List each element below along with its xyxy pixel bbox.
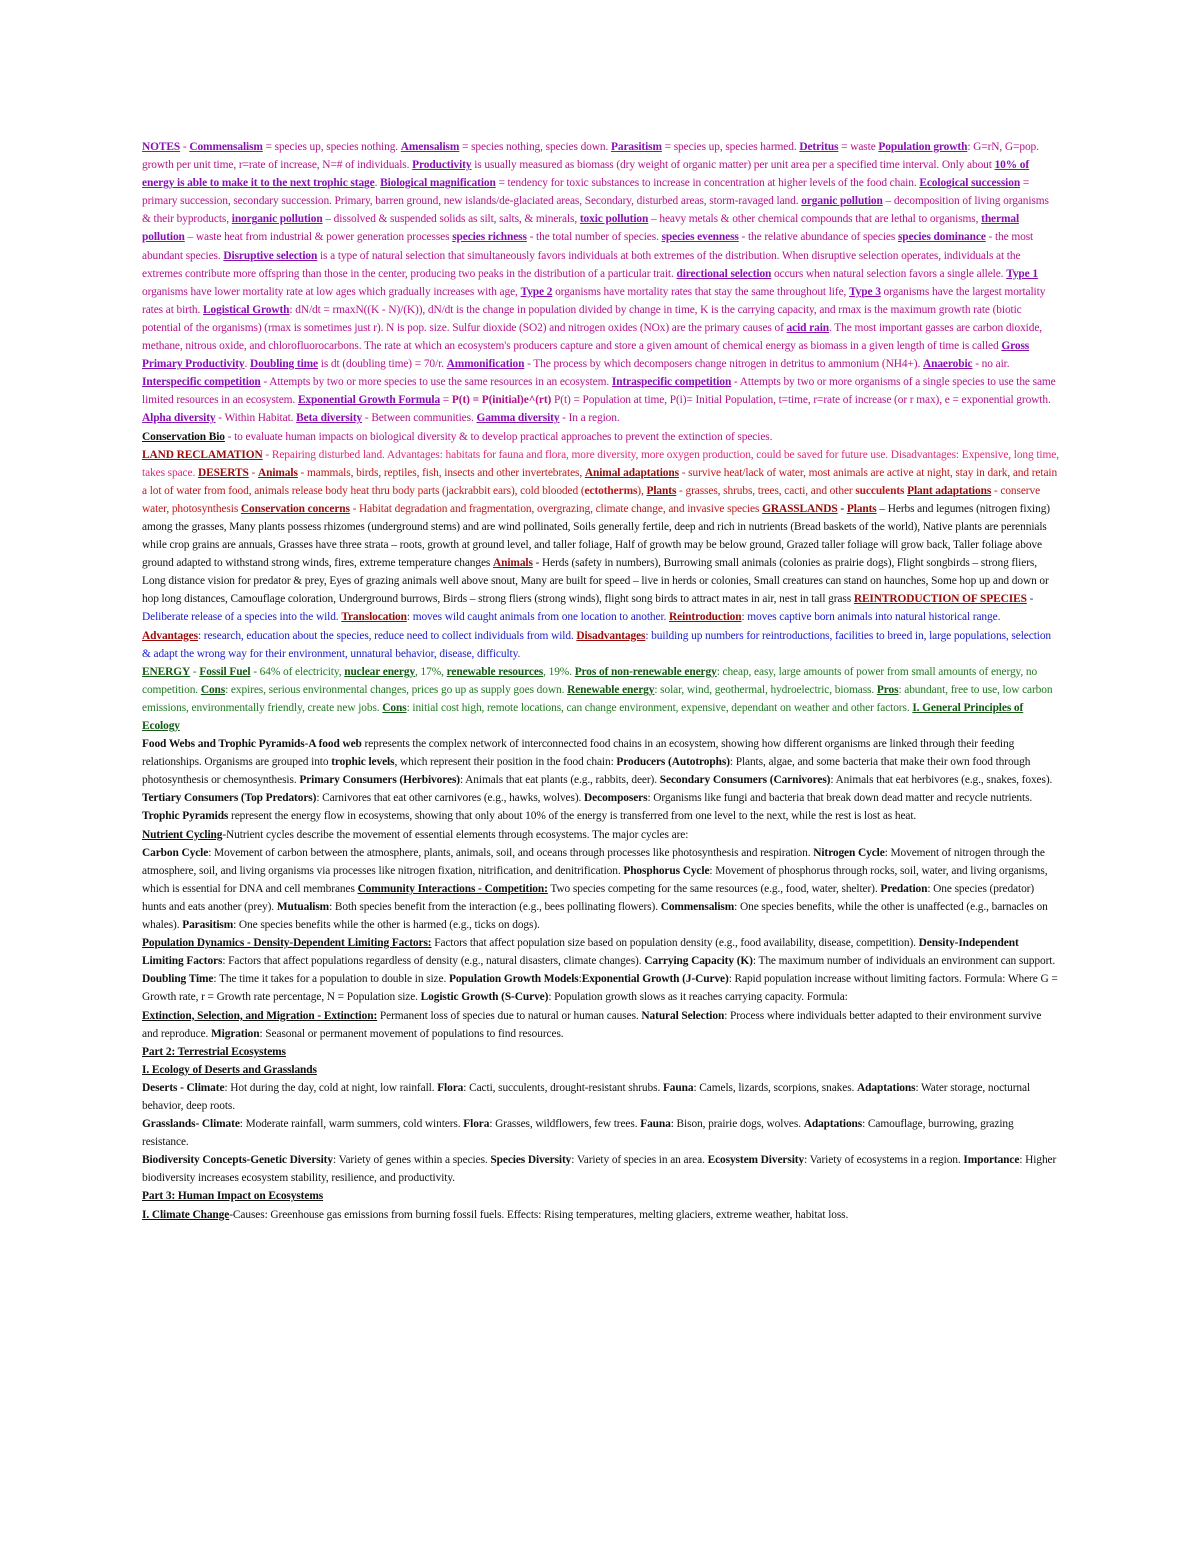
text-run: : Camouflage, burrowing, grazing resistance.: [142, 1118, 1014, 1149]
term-foodwebs: Tertiary Consumers (Top Predators): [142, 792, 317, 805]
text-run: : expires, serious environmental changes, prices go up as supply goes down.: [225, 683, 568, 696]
text-run: : moves wild caught animals from one location to another.: [406, 611, 670, 624]
text-run: - conserve water, photosynthesis: [142, 484, 1041, 515]
term-notes: Productivity: [412, 159, 472, 172]
term-extinction: Migration: [211, 1027, 260, 1040]
text-run: -: [180, 141, 190, 153]
term-notes: 10% of energy is able to make it to the next trophic stage: [142, 159, 1030, 190]
term-foodwebs: trophic levels: [331, 756, 395, 769]
text-run: . The most important gasses are carbon dioxide, methane, nitrous oxide, and chlorofluorocarbons. The rate at which an ecosystem's producers capture and store a given amount of chemical energy as biomass in a given length of time is called: [142, 321, 1043, 353]
term-land: Animals: [257, 466, 298, 479]
text-run: : Variety of ecosystems in a region.: [804, 1154, 964, 1167]
text-run: P(t) = Population at time, P(i)= Initial Population, t=time, r=rate of increase (or r max), e = exponential growth.: [551, 394, 1051, 407]
text-run: Factors that affect population size based on population density (e.g., food availability, disease, competition).: [431, 937, 919, 950]
term-notes: Doubling time: [250, 358, 319, 371]
term-land: ectotherms: [584, 484, 638, 497]
text-run: represent the energy flow in ecosystems, showing that only about 10% of the energy is transferred from one level to the next, while the rest is lost as heat.: [228, 810, 917, 823]
text-run: occurs when natural selection favors a single allele.: [771, 267, 1007, 280]
text-run: - The process by which decomposers change nitrogen in detritus to ammonium (NH4+).: [524, 358, 923, 371]
term-notes: species richness: [452, 231, 527, 244]
paragraph-deserts: [142, 1079, 1060, 1115]
text-run: : One species (predator) hunts and eats another (prey).: [142, 882, 1035, 913]
term-notes: organic pollution: [801, 195, 883, 208]
text-run: : Process where individuals better adapted to their environment survive and reproduce.: [142, 1009, 1042, 1040]
term-foodwebs: Decomposers: [584, 792, 648, 805]
paragraph-nutrient: [142, 826, 1060, 844]
term-notes: Parasitism: [611, 141, 662, 153]
term-land: GRASSLANDS: [762, 502, 838, 515]
text-run: - to evaluate human impacts on biological diversity & to develop practical approaches to prevent the extinction of species.: [224, 430, 773, 443]
text-run: -: [304, 738, 309, 751]
term-deserts: Flora: [437, 1081, 464, 1094]
text-run: – heavy metals & other chemical compounds that are lethal to organisms,: [648, 213, 982, 226]
text-run: -Nutrient cycles describe the movement of essential elements through ecosystems. The major cycles are:: [222, 828, 689, 841]
document-page: [142, 138, 1060, 1224]
term-energy: ENERGY: [142, 665, 191, 678]
text-run: : Bison, prairie dogs, wolves.: [670, 1118, 804, 1131]
term-land: Animals: [493, 557, 533, 570]
term-foodwebs: Food Webs and Trophic Pyramids: [142, 738, 305, 751]
term-notes: Type 2: [520, 285, 553, 298]
term-notes: thermal pollution: [142, 213, 1020, 244]
text-run: : Factors that affect populations regardless of density (e.g., natural disasters, climate changes).: [222, 955, 645, 968]
term-energy: Pros: [876, 683, 899, 696]
term-notes: inorganic pollution: [231, 213, 323, 226]
term-foodwebs: Primary Consumers (Herbivores): [299, 774, 460, 787]
term-foodwebs: Trophic Pyramids: [142, 810, 229, 823]
term-carbon: Commensalism: [660, 900, 735, 913]
term-biodiversity: Biodiversity Concepts-Genetic Diversity: [142, 1154, 333, 1167]
paragraph-grasslands: [142, 1115, 1060, 1151]
term-popdyn: Population Dynamics - Density-Dependent Limiting Factors:: [142, 937, 432, 950]
text-run: : Moderate rainfall, warm summers, cold winters.: [239, 1118, 464, 1131]
text-run: – decomposition of living organisms & their byproducts,: [142, 195, 1049, 226]
paragraph-foodwebs: [142, 735, 1060, 825]
paragraph-energy: [142, 663, 1060, 735]
text-run: , which represent their position in the food chain:: [394, 756, 617, 769]
text-run: : Movement of phosphorus through rocks, soil, water, and living organisms, which is essential for DNA and cell membranes: [142, 864, 1048, 895]
text-run: organisms have the largest mortality rates at birth.: [142, 285, 1046, 316]
text-run: : Variety of species in an area.: [571, 1154, 708, 1167]
term-energy: I. General Principles of Ecology: [142, 701, 1024, 732]
term-energy: Cons: [382, 701, 407, 714]
text-run: , 17%,: [415, 665, 447, 678]
text-run: : Higher biodiversity increases ecosystem stability, resilience, and productivity.: [142, 1154, 1057, 1185]
text-run: is dt (doubling time) = 70/r.: [318, 358, 447, 371]
term-notes: acid rain: [786, 321, 829, 334]
term-climate: I. Climate Change: [142, 1208, 230, 1221]
text-run: : Movement of carbon between the atmosphere, plants, animals, soil, and oceans through processes like photosynthesis and respiration.: [208, 846, 814, 859]
text-run: - Herds (safety in numbers), Burrowing small animals (colonies as prairie dogs), Flight songbirds – strong fliers, Long distance vision for predator & prey, Eyes of grazing animals well above snout, Many are built for speed – live in herds or colonies, Small creatures can stand on haunches, Some hop up and down or hop long distances, Camouflage coloration, Underground burrows, Birds – strong fliers (strong winds), flight song birds to attract mates in air, nest in tall grass: [142, 557, 1049, 606]
term-energy: Cons: [200, 683, 226, 696]
term-popdyn: Density-Independent Limiting Factors: [142, 937, 1019, 968]
term-notes: Disruptive selection: [223, 249, 318, 262]
text-run: -: [248, 466, 258, 479]
paragraph-biodiversity: [142, 1151, 1060, 1187]
term-notes: Beta diversity: [296, 412, 363, 425]
text-run: organisms have lower mortality rate at low ages which gradually increases with age,: [142, 285, 521, 298]
term-ecodeserts: I. Ecology of Deserts and Grasslands: [142, 1063, 317, 1076]
term-grasslands: Fauna: [640, 1118, 671, 1131]
text-run: - Deliberate release of a species into the wild.: [142, 593, 1034, 624]
term-land: DESERTS: [197, 466, 249, 479]
text-run: – Herbs and legumes (nitrogen fixing) among the grasses, Many plants possess rhizomes (underground stems) and are wind pollinated, Soils generally fertile, deep and rich in nutrients (Bread baskets of the world), Native plants are perennials while crop grains are annuals, Grasses have three strata – roots, growth at ground level, and taller foliage, Half of growth may be below ground, Grazed taller foliage will grow back, Taller foliage above ground adapted to withstand strong winds, fires, extreme temperature changes: [142, 502, 1050, 570]
term-notes: Intraspecific competition: [611, 376, 732, 389]
term-notes: species dominance: [897, 231, 986, 244]
term-notes: Commensalism: [189, 141, 263, 153]
term-notes: Interspecific competition: [142, 376, 261, 389]
text-run: = species up, species nothing.: [262, 141, 401, 153]
text-run: Two species competing for the same resources (e.g., food, water, shelter).: [547, 882, 881, 895]
term-notes: P(t) = P(initial)e^(rt): [451, 394, 552, 407]
text-run: is a type of natural selection that simultaneously favors individuals at both extremes of the distribution. When disruptive selection operates, individuals at the extremes contribute more offspring than those in the center, producing two peaks in the distribution of a particular trait.: [142, 249, 1021, 280]
text-run: : The maximum number of individuals an environment can support.: [752, 955, 1056, 968]
term-notes: Ecological succession: [919, 177, 1021, 190]
text-run: : Plants, algae, and some bacteria that make their own food through photosynthesis or chemosynthesis.: [142, 756, 1031, 787]
text-run: : G=rN, G=pop. growth per unit time, r=rate of increase, N=# of individuals.: [142, 141, 1039, 172]
text-run: - mammals, birds, reptiles, fish, insects and other invertebrates,: [297, 466, 585, 479]
text-run: : Variety of genes within a species.: [332, 1154, 491, 1167]
paragraph-extinction: [142, 1007, 1060, 1043]
text-run: - Between communities.: [362, 412, 477, 425]
text-run: : Animals that eat plants (e.g., rabbits, deer).: [459, 774, 660, 787]
term-notes: species evenness: [661, 231, 739, 244]
text-run: – dissolved & suspended solids as silt, salts, & minerals,: [322, 213, 580, 226]
paragraph-carbon: [142, 844, 1060, 934]
term-carbon: Predation: [880, 882, 928, 895]
text-run: =: [440, 394, 452, 407]
text-run: : cheap, easy, large amounts of power from small amounts of energy, no competition.: [142, 665, 1038, 696]
term-energy: Pros of non-renewable energy: [574, 665, 717, 678]
term-notes: Type 1: [1006, 267, 1038, 280]
text-run: -: [837, 502, 847, 515]
text-run: Permanent loss of species due to natural or human causes.: [377, 1009, 642, 1022]
text-run: - Attempts by two or more organisms of a single species to use the same limited resources in an ecosystem.: [142, 376, 1056, 407]
text-run: : One species benefits while the other is harmed (e.g., ticks on dogs).: [233, 919, 540, 932]
paragraph-climate: [142, 1206, 1060, 1224]
term-notes: Population growth: [878, 141, 968, 153]
term-grasslands: Flora: [463, 1118, 490, 1131]
term-land: Animal adaptations: [584, 466, 679, 479]
paragraph-conservation: [142, 428, 1060, 446]
term-popdyn: Logistic Growth (S-Curve): [420, 991, 549, 1004]
text-run: : building up numbers for reintroductions, facilities to breed in, large populations, selection & adapt the wrong way for their environment, unnatural behavior, disease, difficulty.: [142, 629, 1052, 660]
text-run: - Repairing disturbed land. Advantages: habitats for fauna and flora, more diversity, more oxygen production, could be saved for future use. Disadvantages: Expensive, long time, takes space.: [142, 448, 1059, 479]
text-run: : Rapid population increase without limiting factors. Formula: Where G = Growth rate, r = Growth rate percentage, N = Population size.: [142, 973, 1058, 1004]
term-notes: Type 3: [849, 285, 881, 298]
text-run: - Habitat degradation and fragmentation, overgrazing, climate change, and invasive species: [349, 502, 763, 515]
paragraph-land: [142, 446, 1060, 663]
paragraph-part2: [142, 1043, 1060, 1061]
term-popdyn: Doubling Time: [142, 973, 214, 986]
text-run: -: [190, 665, 200, 678]
term-popdyn: Population Growth Models: [448, 973, 579, 986]
term-energy: Renewable energy: [567, 683, 655, 696]
term-notes: toxic pollution: [579, 213, 649, 226]
term-land: Plant adaptations: [907, 484, 992, 497]
text-run: = species up, species harmed.: [661, 141, 800, 153]
term-land: Translocation: [341, 611, 407, 624]
text-run: - 64% of electricity,: [250, 665, 345, 678]
term-notes: Ammonification: [446, 358, 525, 371]
term-popdyn: Carrying Capacity (K): [644, 955, 753, 968]
text-run: is usually measured as biomass (dry weight of organic matter) per unit area per a specified time interval. Only about: [471, 159, 995, 172]
text-run: - the relative abundance of species: [738, 231, 898, 244]
term-land: Advantages: [142, 629, 198, 642]
text-run: : One species benefits, while the other is unaffected (e.g., barnacles on whales).: [142, 900, 1048, 932]
text-run: - Attempts by two or more species to use the same resources in an ecosystem.: [260, 376, 612, 389]
text-run: -Causes: Greenhouse gas emissions from burning fossil fuels. Effects: Rising temperatures, melting glaciers, extreme weather, habitat loss.: [229, 1208, 849, 1221]
text-run: : Population growth slows as it reaches carrying capacity. Formula:: [548, 991, 848, 1004]
paragraph-part3: [142, 1187, 1060, 1205]
term-deserts: Fauna: [662, 1081, 694, 1094]
term-land: LAND RECLAMATION: [142, 448, 263, 461]
term-carbon: Nitrogen Cycle: [813, 846, 885, 859]
text-run: = waste: [838, 141, 879, 153]
term-notes: Anaerobic: [922, 358, 973, 371]
term-grasslands: Grasslands- Climate: [142, 1118, 240, 1131]
term-popdyn: Exponential Growth (J-Curve): [581, 973, 729, 986]
text-run: – waste heat from industrial & power generation processes: [184, 231, 453, 244]
term-notes: Gamma diversity: [476, 412, 560, 425]
term-part2: Part 2: Terrestrial Ecosystems: [142, 1045, 286, 1058]
term-notes: Amensalism: [400, 141, 460, 153]
term-notes: Biological magnification: [380, 177, 496, 190]
paragraph-notes: [142, 138, 1060, 428]
text-run: : Movement of nitrogen through the atmosphere, soil, and living organisms via processes like nitrogen fixation, nitrification, and denitrification.: [142, 846, 1045, 877]
term-deserts: Deserts - Climate: [142, 1081, 225, 1094]
term-land: succulents: [855, 484, 905, 497]
term-energy: nuclear energy: [344, 665, 416, 678]
term-notes: Gross Primary Productivity: [142, 340, 1030, 371]
term-notes: directional selection: [676, 267, 772, 280]
text-run: : Hot during the day, cold at night, low rainfall.: [224, 1081, 438, 1094]
term-land: Conservation concerns: [240, 502, 350, 515]
term-extinction: Natural Selection: [641, 1009, 725, 1022]
text-run: - In a region.: [559, 412, 620, 425]
text-run: = species nothing, species down.: [459, 141, 611, 153]
term-nutrient: Nutrient Cycling: [142, 828, 223, 841]
term-conservation: Conservation Bio: [142, 430, 225, 443]
text-run: : dN/dt = rmaxN((K - N)/(K)), dN/dt is the change in population divided by change in time, K is the carrying capacity, and rmax is the maximum growth rate (biotic potential of the organisms) (rmax is sometimes just r). N is pop. size. Sulfur dioxide (SO2) and nitrogen oxides (NOx) are the primary causes of: [142, 303, 1022, 334]
term-energy: Fossil Fuel: [199, 665, 251, 678]
term-foodwebs: Secondary Consumers (Carnivores): [659, 774, 831, 787]
text-run: :: [578, 973, 582, 986]
text-run: - the total number of species.: [526, 231, 662, 244]
term-foodwebs: A food web: [308, 738, 362, 751]
term-biodiversity: Importance: [963, 1154, 1020, 1167]
term-land: REINTRODUCTION OF SPECIES: [853, 593, 1027, 606]
text-run: : research, education about the species, reduce need to collect individuals from wild.: [197, 629, 577, 642]
term-foodwebs: Producers (Autotrophs): [616, 756, 730, 769]
term-carbon: Parasitism: [182, 919, 234, 932]
term-carbon: Mutualism: [276, 900, 330, 913]
term-carbon: Carbon Cycle: [142, 846, 209, 859]
term-notes: Logistical Growth: [203, 303, 290, 316]
text-run: organisms have mortality rates that stay the same throughout life,: [552, 285, 850, 298]
text-run: : abundant, free to use, low carbon emissions, environmentally friendly, create new jobs.: [142, 683, 1053, 714]
term-land: Reintroduction: [669, 611, 742, 624]
term-extinction: Extinction, Selection, and Migration - Extinction:: [142, 1009, 378, 1022]
term-biodiversity: Species Diversity: [490, 1154, 572, 1167]
term-notes: Exponential Growth Formula: [297, 394, 441, 407]
text-run: = primary succession, secondary succession. Primary, barren ground, new islands/de-glaciated areas, Secondary, disturbed areas, storm-ravaged land.: [142, 177, 1030, 208]
paragraph-popdyn: [142, 934, 1060, 1006]
term-notes: Alpha diversity: [142, 412, 216, 425]
term-part3: Part 3: Human Impact on Ecosystems: [142, 1190, 324, 1203]
term-carbon: Community Interactions - Competition:: [357, 882, 548, 895]
text-run: : Animals that eat herbivores (e.g., snakes, foxes).: [830, 774, 1053, 787]
text-run: : Grasses, wildflowers, few trees.: [489, 1118, 641, 1131]
term-carbon: Phosphorus Cycle: [623, 864, 710, 877]
text-run: - no air.: [972, 358, 1010, 371]
text-run: : Seasonal or permanent movement of populations to find resources.: [259, 1027, 564, 1040]
term-notes: Detritus: [799, 141, 839, 153]
text-run: - grasses, shrubs, trees, cacti, and other: [676, 484, 856, 497]
text-run: represents the complex network of interconnected food chains in an ecosystem, showing how different organisms are linked through their feeding relationships. Organisms are grouped into: [142, 738, 1015, 769]
text-run: .: [244, 358, 250, 371]
text-run: : Water storage, nocturnal behavior, deep roots.: [142, 1081, 1031, 1112]
term-notes: NOTES: [142, 141, 181, 153]
text-run: : initial cost high, remote locations, can change environment, expensive, dependant on weather and other factors.: [406, 701, 913, 714]
term-grasslands: Adaptations: [803, 1118, 863, 1131]
text-run: : Both species benefit from the interaction (e.g., bees pollinating flowers).: [329, 900, 661, 913]
term-land: Plants: [646, 484, 677, 497]
text-run: = tendency for toxic substances to increase in concentration at higher levels of the food chain.: [495, 177, 920, 190]
term-land: Plants: [846, 502, 877, 515]
term-biodiversity: Ecosystem Diversity: [707, 1154, 805, 1167]
term-land: Disadvantages: [576, 629, 646, 642]
text-run: : Organisms like fungi and bacteria that break down dead matter and recycle nutrients.: [647, 792, 1033, 805]
text-run: .: [374, 177, 381, 190]
text-run: : Carnivores that eat other carnivores (e.g., hawks, wolves).: [316, 792, 585, 805]
text-run: - Within Habitat.: [215, 412, 297, 425]
text-run: ),: [637, 484, 647, 497]
text-run: : solar, wind, geothermal, hydroelectric, biomass.: [654, 683, 877, 696]
text-run: - survive heat/lack of water, most animals are active at night, stay in dark, and retain a lot of water from food, animals release body heat thru body parts (jackrabbit ears), cold blooded (: [142, 466, 1058, 497]
text-run: : Cacti, succulents, drought-resistant shrubs.: [463, 1081, 663, 1094]
text-run: , 19%.: [543, 665, 575, 678]
text-run: : The time it takes for a population to double in size.: [213, 973, 449, 986]
text-run: : moves captive born animals into natural historical range.: [741, 611, 1001, 624]
term-energy: renewable resources: [446, 665, 544, 678]
term-deserts: Adaptations: [857, 1081, 916, 1094]
text-run: : Camels, lizards, scorpions, snakes.: [693, 1081, 858, 1094]
paragraph-ecodeserts: [142, 1061, 1060, 1079]
text-run: - the most abundant species.: [142, 231, 1034, 262]
